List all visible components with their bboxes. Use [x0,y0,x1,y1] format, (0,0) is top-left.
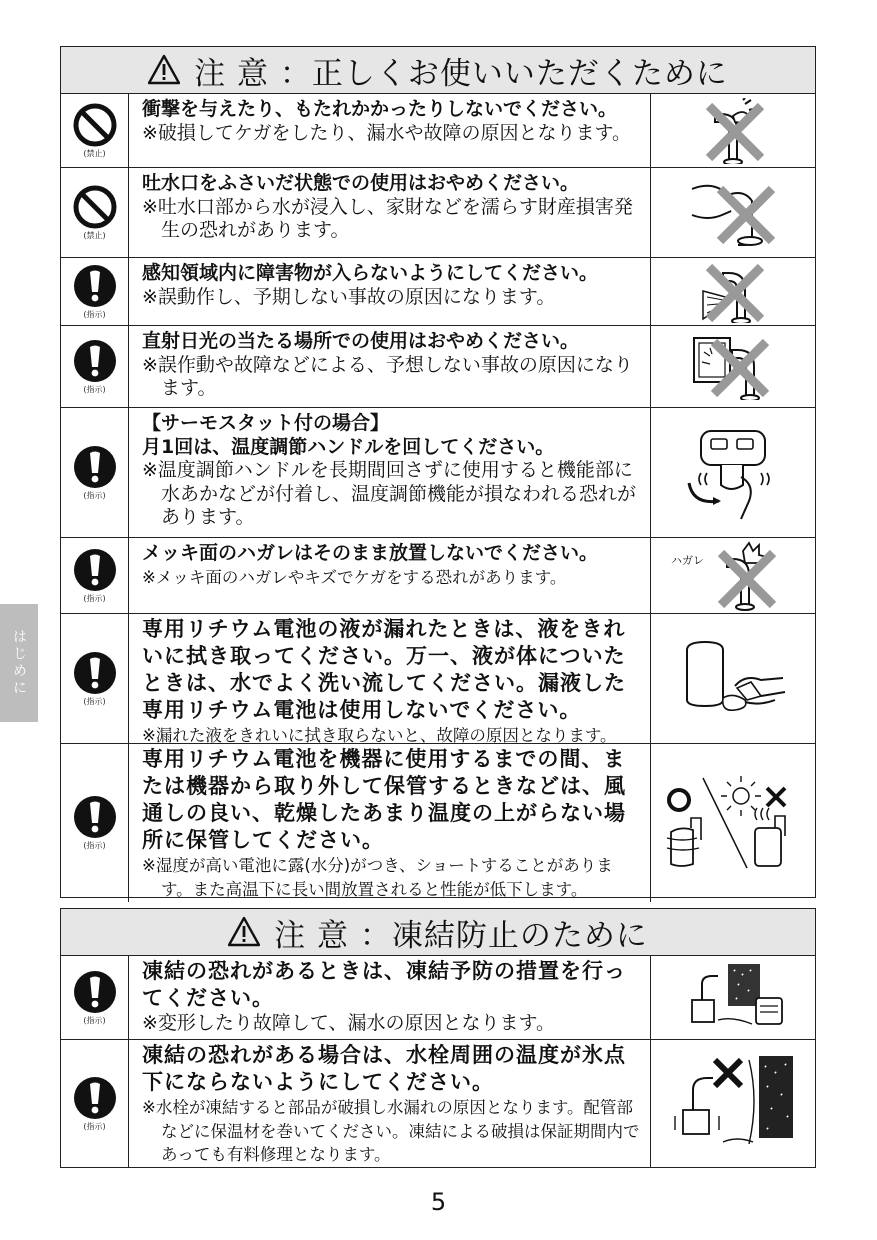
text-cell [129,744,651,902]
text-cell [129,408,651,537]
caution-row [61,258,815,326]
caution-row [61,538,815,614]
instruction-icon [73,548,117,592]
text-cell [129,1040,651,1168]
caution-row [61,1040,815,1168]
illustration-cell [651,326,815,407]
icon-caption: (指示) [83,384,106,394]
prohibited-icon [73,103,117,147]
icon-caption: (指示) [83,490,106,500]
caution-heading: 吐水口をふさいだ状態での使用はおやめください。 [142,172,580,194]
caution-note: ※誤動作し、予期しない事故の原因になります。 [142,285,556,308]
caution-section-usage [60,46,816,898]
illustration-cell [651,94,815,167]
caution-heading: 衝撃を与えたり、もたれかかったりしないでください。 [142,98,618,120]
freeze-prevention-heater-illustration-icon [678,960,788,1036]
icon-caption: (禁止) [83,148,106,158]
plating-peel-illustration-icon [683,541,783,611]
text-cell [129,538,651,613]
caution-note: ※湿度が高い電池に露(水分)がつき、ショートすることがあります。また高温下に長い間放置されると性能が低下します。 [142,856,613,899]
illustration-cell [651,538,815,613]
caution-note: ※破損してケガをしたり、漏水や故障の原因となります。 [142,121,632,144]
caution-heading: メッキ面のハガレはそのまま放置しないでください。 [142,542,599,564]
prohibited-icon [73,185,117,229]
caution-heading: 凍結の恐れがある場合は、水栓周囲の温度が氷点下にならないようにしてください。 [142,1043,626,1094]
icon-caption: (指示) [83,841,106,850]
caution-heading: 直射日光の当たる場所での使用はおやめください。 [142,330,580,352]
caution-heading: 月1回は、温度調節ハンドルを回してください。 [142,435,555,458]
caution-row [61,956,815,1040]
icon-caption: (指示) [83,593,106,603]
faucet-impact-illustration-icon [693,98,773,164]
section-header [61,47,815,94]
warning-triangle-icon [228,916,260,948]
wipe-leaked-battery-illustration-icon [673,636,793,722]
text-cell [129,326,651,407]
hand-blocking-spout-illustration-icon [688,175,778,251]
illustration-cell [651,744,815,902]
instruction-icon [73,445,117,489]
instruction-icon [73,264,117,308]
caution-heading: 専用リチウム電池を機器に使用するまでの間、または機器から取り外して保管するときなどは、風通しの良い、乾燥したあまり温度の上がらない場所に保管してください。 [142,747,626,852]
caution-note: ※水栓が凍結すると部品が破損し水漏れの原因となります。配管部などに保温材を巻いてください。凍結による破損は保証期間内であっても有料修理となります。 [142,1098,640,1164]
turn-handle-illustration-icon [683,417,783,529]
caution-heading: 凍結の恐れがあるときは、凍結予防の措置を行ってください。 [142,959,626,1010]
text-cell [129,956,651,1039]
icon-caption: (指示) [83,696,106,706]
caution-heading: 専用リチウム電池の液が漏れたときは、液をきれいに拭き取ってください。万一、液が体についたときは、水でよく洗い流してください。漏液した専用リチウム電池は使用しないでください。 [142,617,626,722]
caution-note: ※誤作動や故障などによる、予想しない事故の原因になります。 [142,353,633,399]
icon-cell [61,614,129,743]
peeling-label: ハガレ [671,554,704,567]
icon-cell [61,258,129,325]
illustration-cell [651,1040,815,1168]
icon-cell [61,1040,129,1168]
icon-caption: (指示) [83,1122,106,1131]
illustration-cell [651,956,815,1039]
illustration-cell [651,614,815,743]
icon-caption: (指示) [83,1015,106,1025]
icon-cell [61,538,129,613]
caution-note: ※温度調節ハンドルを長期間回さずに使用すると機能部に水あかなどが付着し、温度調節機能が損なわれる恐れがあります。 [142,459,637,528]
caution-subheading: 【サーモスタット付の場合】 [142,412,390,434]
sensor-obstacle-illustration-icon [693,261,773,323]
caution-row [61,408,815,538]
section-header [61,909,815,956]
section-title: 注 意 ：正しくお使いいただくために [194,55,728,92]
icon-cell [61,956,129,1039]
icon-cell [61,94,129,167]
illustration-cell [651,408,815,537]
illustration-cell [651,168,815,257]
caution-row [61,94,815,168]
instruction-icon [73,970,117,1014]
caution-row [61,326,815,408]
illustration-cell [651,258,815,325]
caution-section-freeze [60,908,816,1168]
instruction-icon [73,795,117,839]
instruction-icon [73,1076,117,1120]
warning-triangle-icon [148,54,180,86]
freezing-window-illustration-icon [663,1046,803,1162]
icon-cell [61,326,129,407]
caution-row [61,744,815,902]
chapter-tab: はじめに [0,604,38,722]
direct-sunlight-illustration-icon [690,334,776,400]
caution-note: ※メッキ面のハガレやキズでケガをする恐れがあります。 [142,567,567,587]
icon-cell [61,408,129,537]
text-cell [129,168,651,257]
page-number: 5 [430,1188,447,1216]
caution-row [61,614,815,744]
caution-note: ※変形したり故障して、漏水の原因となります。 [142,1012,556,1034]
text-cell [129,94,651,167]
section-title: 注 意 ：凍結防止のために [274,917,648,954]
icon-caption: (指示) [83,309,106,319]
instruction-icon [73,651,117,695]
caution-row [61,168,815,258]
text-cell [129,614,651,743]
icon-cell [61,168,129,257]
caution-heading: 感知領域内に障害物が入らないようにしてください。 [142,262,599,284]
icon-cell [61,744,129,902]
text-cell [129,258,651,325]
caution-note: ※吐水口部から水が浸入し、家財などを濡らす財産損害発生の恐れがあります。 [142,195,633,241]
icon-caption: (禁止) [83,230,106,240]
instruction-icon [73,339,117,383]
caution-note: ※漏れた液をきれいに拭き取らないと、故障の原因となります。 [142,726,617,745]
battery-storage-illustration-icon [663,768,803,878]
